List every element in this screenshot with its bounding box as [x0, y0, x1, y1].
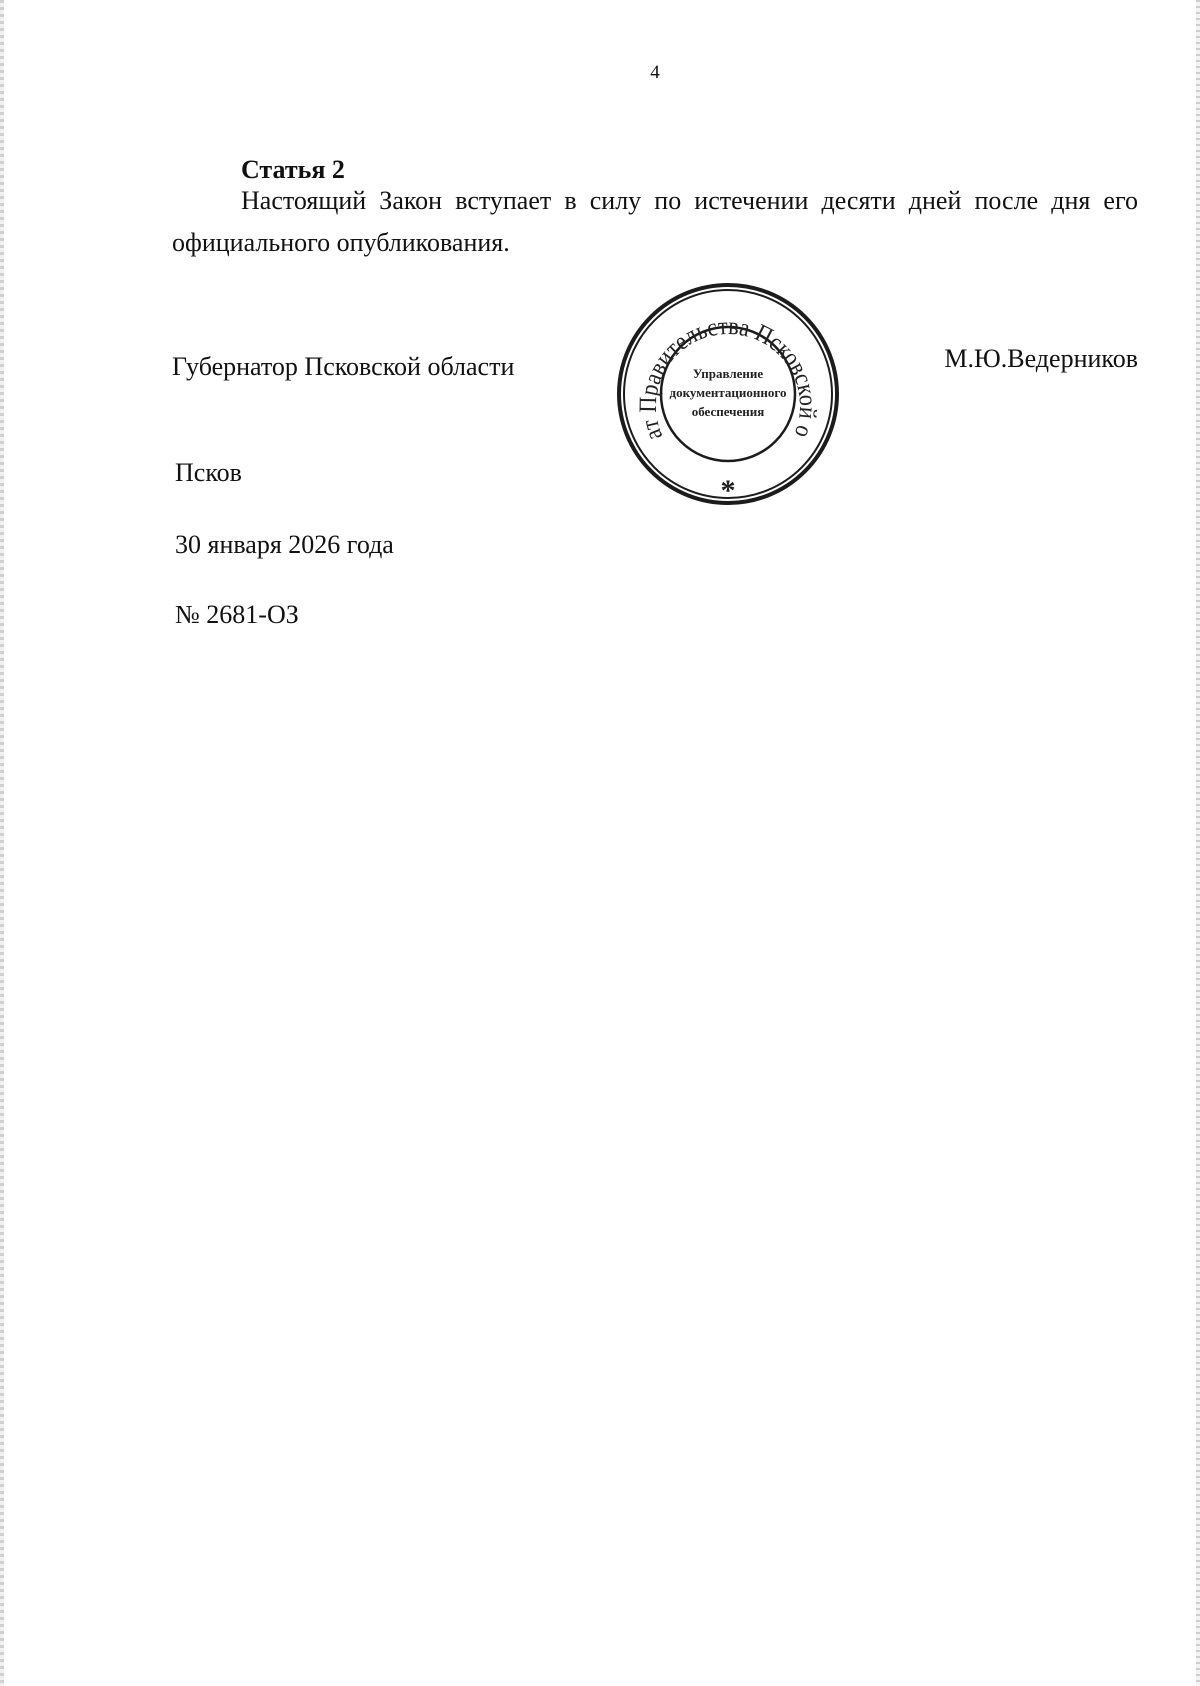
- seal-ring-text: ат Правительства Псковской о: [634, 312, 822, 445]
- page-number: 4: [650, 62, 660, 83]
- signing-date: 30 января 2026 года: [175, 530, 394, 559]
- article-body: Настоящий Закон вступает в силу по истечении десяти дней после дня его официального опубликования.: [172, 186, 1138, 257]
- place-of-signing: Псков: [175, 458, 242, 487]
- signatory-title: Губернатор Псковской области: [172, 352, 515, 381]
- official-seal: [612, 278, 844, 510]
- seal-star: *: [720, 474, 736, 507]
- signatory-name: М.Ю.Ведерников: [944, 344, 1138, 373]
- article-title: Статья 2: [241, 155, 345, 184]
- seal-center-line-3: обеспечения: [691, 404, 765, 419]
- seal-center-line-1: Управление: [692, 366, 764, 381]
- seal-center-line-2: документационного: [669, 385, 787, 400]
- law-number: № 2681-ОЗ: [175, 600, 299, 629]
- scan-edge-right: [1196, 0, 1200, 1686]
- scan-edge-left: [0, 0, 4, 1686]
